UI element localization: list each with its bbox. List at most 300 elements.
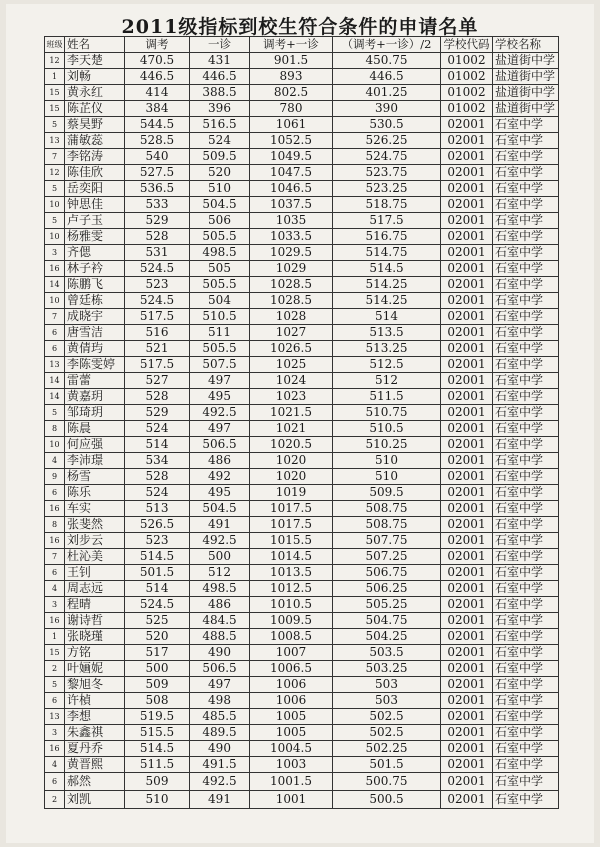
cell-sum: 1021 (250, 421, 333, 437)
cell-class: 7 (45, 309, 65, 325)
cell-school-code: 02001 (441, 181, 493, 197)
cell-class: 13 (45, 133, 65, 149)
cell-school-name: 石室中学 (493, 357, 559, 373)
cell-school-code: 02001 (441, 757, 493, 773)
cell-school-code: 01002 (441, 69, 493, 85)
table-row (45, 149, 559, 165)
table-row (45, 437, 559, 453)
cell-diaokao: 531 (125, 245, 190, 261)
cell-name: 陈乐 (65, 485, 125, 501)
cell-school-code: 02001 (441, 533, 493, 549)
cell-school-code: 02001 (441, 597, 493, 613)
cell-yizhen: 509.5 (190, 149, 250, 165)
table-row (45, 725, 559, 741)
cell-diaokao: 524 (125, 421, 190, 437)
cell-sum: 1020.5 (250, 437, 333, 453)
cell-school-code: 02001 (441, 517, 493, 533)
cell-name: 陈鹏飞 (65, 277, 125, 293)
cell-school-code: 02001 (441, 613, 493, 629)
header-school-code: 学校代码 (441, 37, 493, 53)
table-row (45, 597, 559, 613)
table-row (45, 533, 559, 549)
cell-class: 6 (45, 341, 65, 357)
table-row (45, 645, 559, 661)
table-row (45, 133, 559, 149)
cell-class: 6 (45, 325, 65, 341)
table-row (45, 261, 559, 277)
cell-average: 514.75 (333, 245, 441, 261)
cell-average: 510 (333, 469, 441, 485)
cell-school-code: 02001 (441, 709, 493, 725)
cell-sum: 1003 (250, 757, 333, 773)
cell-yizhen: 388.5 (190, 85, 250, 101)
header-diaokao: 调考 (125, 37, 190, 53)
cell-school-name: 石室中学 (493, 453, 559, 469)
cell-class: 6 (45, 565, 65, 581)
cell-sum: 1023 (250, 389, 333, 405)
cell-sum: 901.5 (250, 53, 333, 69)
cell-diaokao: 528 (125, 469, 190, 485)
cell-name: 曾廷栋 (65, 293, 125, 309)
cell-yizhen: 506 (190, 213, 250, 229)
cell-diaokao: 446.5 (125, 69, 190, 85)
cell-class: 16 (45, 501, 65, 517)
cell-average: 446.5 (333, 69, 441, 85)
cell-diaokao: 500 (125, 661, 190, 677)
cell-school-name: 石室中学 (493, 181, 559, 197)
cell-diaokao: 534 (125, 453, 190, 469)
cell-school-name: 石室中学 (493, 213, 559, 229)
cell-sum: 1004.5 (250, 741, 333, 757)
cell-average: 401.25 (333, 85, 441, 101)
cell-yizhen: 504.5 (190, 501, 250, 517)
cell-school-name: 石室中学 (493, 645, 559, 661)
table-row (45, 293, 559, 309)
cell-diaokao: 528.5 (125, 133, 190, 149)
cell-school-code: 02001 (441, 325, 493, 341)
cell-school-name: 石室中学 (493, 117, 559, 133)
cell-yizhen: 497 (190, 421, 250, 437)
table-row (45, 629, 559, 645)
cell-sum: 1005 (250, 709, 333, 725)
cell-average: 510 (333, 453, 441, 469)
table-row (45, 421, 559, 437)
cell-diaokao: 515.5 (125, 725, 190, 741)
cell-school-name: 石室中学 (493, 485, 559, 501)
cell-school-name: 石室中学 (493, 677, 559, 693)
cell-diaokao: 527.5 (125, 165, 190, 181)
cell-school-code: 02001 (441, 229, 493, 245)
cell-class: 4 (45, 757, 65, 773)
cell-name: 岳奕阳 (65, 181, 125, 197)
cell-school-code: 02001 (441, 165, 493, 181)
cell-yizhen: 507.5 (190, 357, 250, 373)
cell-school-code: 02001 (441, 565, 493, 581)
cell-name: 邹琦玥 (65, 405, 125, 421)
cell-average: 500.5 (333, 791, 441, 809)
table-row (45, 165, 559, 181)
cell-diaokao: 508 (125, 693, 190, 709)
cell-school-name: 石室中学 (493, 421, 559, 437)
cell-school-code: 01002 (441, 53, 493, 69)
table-row (45, 693, 559, 709)
cell-name: 陈芷仪 (65, 101, 125, 117)
cell-school-code: 02001 (441, 213, 493, 229)
cell-yizhen: 490 (190, 645, 250, 661)
cell-yizhen: 495 (190, 485, 250, 501)
cell-yizhen: 485.5 (190, 709, 250, 725)
cell-school-name: 石室中学 (493, 661, 559, 677)
table-row (45, 469, 559, 485)
cell-yizhen: 446.5 (190, 69, 250, 85)
cell-sum: 1012.5 (250, 581, 333, 597)
cell-school-name: 石室中学 (493, 229, 559, 245)
cell-diaokao: 526.5 (125, 517, 190, 533)
cell-diaokao: 501.5 (125, 565, 190, 581)
cell-diaokao: 544.5 (125, 117, 190, 133)
cell-name: 程晴 (65, 597, 125, 613)
cell-name: 张晓瑾 (65, 629, 125, 645)
cell-school-name: 盐道街中学 (493, 69, 559, 85)
cell-diaokao: 524.5 (125, 261, 190, 277)
cell-diaokao: 528 (125, 389, 190, 405)
cell-yizhen: 497 (190, 677, 250, 693)
table-row (45, 791, 559, 809)
cell-school-name: 石室中学 (493, 437, 559, 453)
cell-name: 黄永红 (65, 85, 125, 101)
cell-name: 钟思佳 (65, 197, 125, 213)
cell-diaokao: 524 (125, 485, 190, 501)
cell-school-name: 石室中学 (493, 309, 559, 325)
cell-average: 506.75 (333, 565, 441, 581)
cell-class: 3 (45, 725, 65, 741)
table-row (45, 741, 559, 757)
cell-class: 10 (45, 293, 65, 309)
cell-yizhen: 500 (190, 549, 250, 565)
cell-school-name: 石室中学 (493, 725, 559, 741)
cell-class: 1 (45, 629, 65, 645)
table-row (45, 501, 559, 517)
cell-average: 511.5 (333, 389, 441, 405)
cell-name: 黄嘉玥 (65, 389, 125, 405)
cell-sum: 802.5 (250, 85, 333, 101)
cell-school-code: 02001 (441, 581, 493, 597)
cell-diaokao: 516 (125, 325, 190, 341)
cell-name: 许楨 (65, 693, 125, 709)
cell-sum: 1017.5 (250, 501, 333, 517)
cell-sum: 1008.5 (250, 629, 333, 645)
cell-school-name: 石室中学 (493, 149, 559, 165)
cell-yizhen: 492 (190, 469, 250, 485)
cell-yizhen: 505.5 (190, 341, 250, 357)
cell-class: 3 (45, 597, 65, 613)
cell-sum: 1027 (250, 325, 333, 341)
cell-yizhen: 505.5 (190, 277, 250, 293)
cell-average: 503 (333, 677, 441, 693)
cell-yizhen: 491.5 (190, 757, 250, 773)
cell-school-name: 石室中学 (493, 245, 559, 261)
cell-school-code: 02001 (441, 389, 493, 405)
cell-average: 507.25 (333, 549, 441, 565)
cell-school-code: 02001 (441, 501, 493, 517)
table-row (45, 53, 559, 69)
cell-name: 卢子玉 (65, 213, 125, 229)
cell-average: 503.25 (333, 661, 441, 677)
cell-school-code: 02001 (441, 197, 493, 213)
cell-school-code: 02001 (441, 485, 493, 501)
cell-school-name: 石室中学 (493, 325, 559, 341)
cell-average: 514 (333, 309, 441, 325)
cell-diaokao: 414 (125, 85, 190, 101)
table-row (45, 101, 559, 117)
cell-school-code: 02001 (441, 293, 493, 309)
cell-name: 刘畅 (65, 69, 125, 85)
cell-school-code: 02001 (441, 741, 493, 757)
table-row (45, 389, 559, 405)
cell-class: 12 (45, 165, 65, 181)
cell-diaokao: 509 (125, 677, 190, 693)
cell-sum: 1028.5 (250, 293, 333, 309)
cell-name: 林子衿 (65, 261, 125, 277)
cell-school-code: 02001 (441, 245, 493, 261)
cell-diaokao: 514 (125, 581, 190, 597)
cell-class: 10 (45, 197, 65, 213)
document-title: 2011级指标到校生符合条件的申请名单 (121, 16, 479, 38)
table-row (45, 245, 559, 261)
cell-yizhen: 504 (190, 293, 250, 309)
table-row (45, 773, 559, 791)
cell-diaokao: 540 (125, 149, 190, 165)
cell-name: 李沛璟 (65, 453, 125, 469)
cell-yizhen: 506.5 (190, 661, 250, 677)
cell-diaokao: 520 (125, 629, 190, 645)
cell-average: 514.25 (333, 277, 441, 293)
cell-school-name: 石室中学 (493, 757, 559, 773)
cell-class: 7 (45, 149, 65, 165)
cell-diaokao: 513 (125, 501, 190, 517)
cell-class: 4 (45, 581, 65, 597)
cell-sum: 1017.5 (250, 517, 333, 533)
cell-name: 周志远 (65, 581, 125, 597)
cell-sum: 1006 (250, 677, 333, 693)
cell-yizhen: 498.5 (190, 581, 250, 597)
cell-yizhen: 498 (190, 693, 250, 709)
cell-school-code: 02001 (441, 549, 493, 565)
cell-class: 10 (45, 229, 65, 245)
cell-school-name: 石室中学 (493, 791, 559, 809)
table-row (45, 373, 559, 389)
cell-school-name: 石室中学 (493, 613, 559, 629)
cell-sum: 1014.5 (250, 549, 333, 565)
cell-class: 2 (45, 661, 65, 677)
cell-yizhen: 510 (190, 181, 250, 197)
cell-school-name: 石室中学 (493, 549, 559, 565)
cell-school-name: 石室中学 (493, 517, 559, 533)
cell-school-name: 石室中学 (493, 261, 559, 277)
cell-average: 524.75 (333, 149, 441, 165)
cell-average: 502.25 (333, 741, 441, 757)
table-row (45, 325, 559, 341)
cell-class: 8 (45, 517, 65, 533)
table-row (45, 197, 559, 213)
cell-school-code: 02001 (441, 437, 493, 453)
cell-school-name: 石室中学 (493, 341, 559, 357)
cell-diaokao: 519.5 (125, 709, 190, 725)
cell-class: 13 (45, 357, 65, 373)
cell-school-code: 02001 (441, 117, 493, 133)
cell-average: 390 (333, 101, 441, 117)
cell-sum: 1035 (250, 213, 333, 229)
cell-yizhen: 512 (190, 565, 250, 581)
cell-yizhen: 497 (190, 373, 250, 389)
cell-yizhen: 492.5 (190, 405, 250, 421)
cell-diaokao: 511.5 (125, 757, 190, 773)
table-row (45, 117, 559, 133)
table-row (45, 661, 559, 677)
cell-yizhen: 490 (190, 741, 250, 757)
cell-diaokao: 384 (125, 101, 190, 117)
cell-name: 陈晨 (65, 421, 125, 437)
cell-diaokao: 528 (125, 229, 190, 245)
cell-sum: 1005 (250, 725, 333, 741)
cell-average: 517.5 (333, 213, 441, 229)
cell-average: 504.75 (333, 613, 441, 629)
cell-average: 503.5 (333, 645, 441, 661)
table-row (45, 757, 559, 773)
cell-name: 齐偲 (65, 245, 125, 261)
cell-sum: 1019 (250, 485, 333, 501)
cell-yizhen: 498.5 (190, 245, 250, 261)
cell-yizhen: 504.5 (190, 197, 250, 213)
cell-class: 2 (45, 791, 65, 809)
cell-diaokao: 517 (125, 645, 190, 661)
cell-school-code: 02001 (441, 453, 493, 469)
cell-diaokao: 536.5 (125, 181, 190, 197)
table-row (45, 277, 559, 293)
cell-class: 5 (45, 181, 65, 197)
cell-school-name: 石室中学 (493, 501, 559, 517)
cell-sum: 1020 (250, 469, 333, 485)
cell-average: 523.25 (333, 181, 441, 197)
cell-school-code: 02001 (441, 645, 493, 661)
cell-school-name: 石室中学 (493, 597, 559, 613)
cell-class: 14 (45, 389, 65, 405)
cell-class: 5 (45, 117, 65, 133)
cell-diaokao: 521 (125, 341, 190, 357)
cell-sum: 1006 (250, 693, 333, 709)
cell-average: 516.75 (333, 229, 441, 245)
cell-name: 蔡昊野 (65, 117, 125, 133)
cell-name: 雷蕾 (65, 373, 125, 389)
cell-yizhen: 492.5 (190, 773, 250, 791)
cell-sum: 1049.5 (250, 149, 333, 165)
cell-class: 15 (45, 85, 65, 101)
cell-average: 523.75 (333, 165, 441, 181)
cell-school-code: 02001 (441, 277, 493, 293)
cell-class: 6 (45, 773, 65, 791)
cell-yizhen: 495 (190, 389, 250, 405)
cell-school-code: 02001 (441, 357, 493, 373)
cell-sum: 1046.5 (250, 181, 333, 197)
cell-sum: 1037.5 (250, 197, 333, 213)
cell-school-name: 石室中学 (493, 469, 559, 485)
cell-sum: 1001 (250, 791, 333, 809)
cell-sum: 1052.5 (250, 133, 333, 149)
cell-name: 方铭 (65, 645, 125, 661)
cell-school-code: 02001 (441, 725, 493, 741)
cell-sum: 1013.5 (250, 565, 333, 581)
cell-class: 3 (45, 245, 65, 261)
cell-school-code: 02001 (441, 261, 493, 277)
cell-yizhen: 491 (190, 517, 250, 533)
cell-yizhen: 524 (190, 133, 250, 149)
cell-diaokao: 514.5 (125, 549, 190, 565)
cell-class: 14 (45, 373, 65, 389)
cell-average: 508.75 (333, 517, 441, 533)
cell-average: 501.5 (333, 757, 441, 773)
cell-name: 刘步云 (65, 533, 125, 549)
cell-class: 5 (45, 405, 65, 421)
cell-yizhen: 484.5 (190, 613, 250, 629)
cell-school-code: 02001 (441, 791, 493, 809)
cell-school-code: 02001 (441, 421, 493, 437)
cell-class: 15 (45, 645, 65, 661)
table-body (45, 53, 559, 809)
cell-school-name: 石室中学 (493, 581, 559, 597)
cell-average: 450.75 (333, 53, 441, 69)
cell-school-name: 石室中学 (493, 773, 559, 791)
applicant-table (44, 36, 559, 809)
cell-average: 502.5 (333, 725, 441, 741)
cell-school-name: 石室中学 (493, 133, 559, 149)
cell-class: 6 (45, 693, 65, 709)
document-page (6, 4, 594, 843)
cell-school-code: 01002 (441, 85, 493, 101)
header-school-name: 学校名称 (493, 37, 559, 53)
cell-school-name: 石室中学 (493, 533, 559, 549)
cell-school-name: 石室中学 (493, 277, 559, 293)
cell-sum: 893 (250, 69, 333, 85)
cell-school-name: 石室中学 (493, 741, 559, 757)
cell-diaokao: 525 (125, 613, 190, 629)
table-row (45, 549, 559, 565)
cell-average: 502.5 (333, 709, 441, 725)
cell-sum: 1007 (250, 645, 333, 661)
cell-average: 510.75 (333, 405, 441, 421)
cell-name: 成晓宇 (65, 309, 125, 325)
cell-class: 14 (45, 277, 65, 293)
cell-class: 5 (45, 677, 65, 693)
table-row (45, 309, 559, 325)
cell-diaokao: 533 (125, 197, 190, 213)
cell-diaokao: 529 (125, 213, 190, 229)
cell-yizhen: 488.5 (190, 629, 250, 645)
cell-average: 510.25 (333, 437, 441, 453)
cell-name: 车实 (65, 501, 125, 517)
cell-average: 512 (333, 373, 441, 389)
cell-sum: 1009.5 (250, 613, 333, 629)
cell-school-name: 盐道街中学 (493, 53, 559, 69)
cell-name: 杨雅雯 (65, 229, 125, 245)
cell-average: 509.5 (333, 485, 441, 501)
cell-name: 张斐然 (65, 517, 125, 533)
cell-average: 500.75 (333, 773, 441, 791)
cell-average: 512.5 (333, 357, 441, 373)
cell-name: 杜沁美 (65, 549, 125, 565)
table-header-row (45, 37, 559, 53)
cell-average: 513.5 (333, 325, 441, 341)
cell-yizhen: 505 (190, 261, 250, 277)
